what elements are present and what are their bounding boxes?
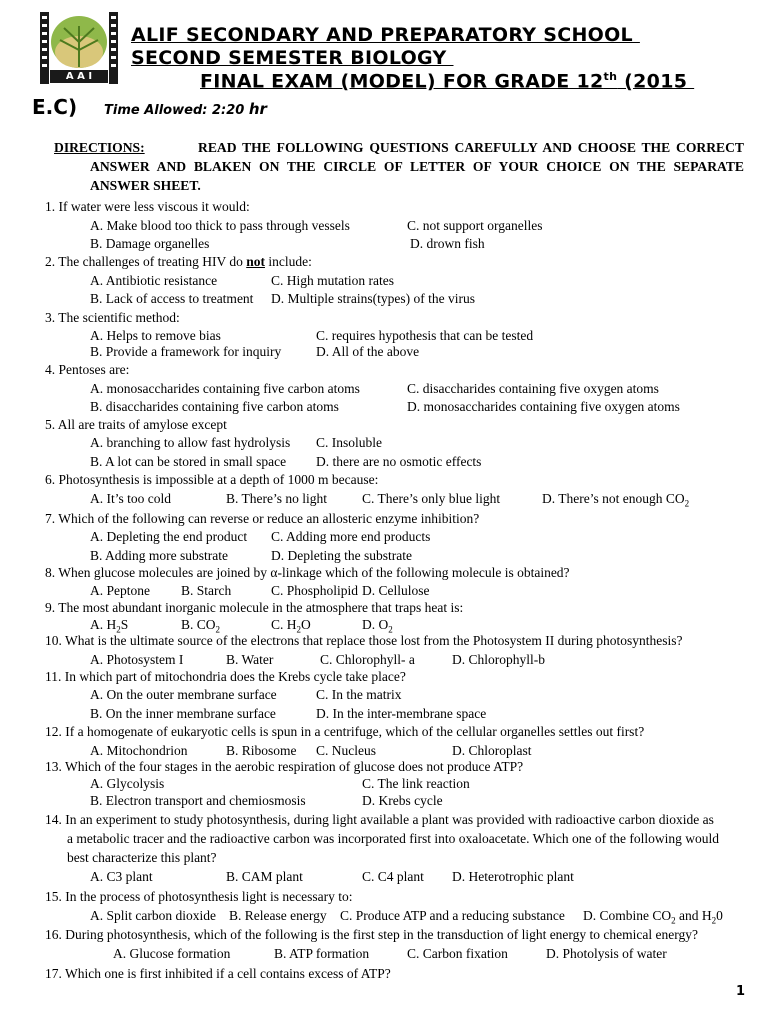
question-8: 8. When glucose molecules are joined by α-linkage which of the following molecule is obtained?	[45, 565, 570, 580]
q4-option-c: C. disaccharides containing five oxygen atoms	[407, 381, 659, 396]
q14-option-a: A. C3 plant	[90, 869, 153, 884]
q15-option-b: B. Release energy	[229, 908, 327, 923]
q5-option-b: B. A lot can be stored in small space	[90, 454, 287, 469]
q14-option-d: D. Heterotrophic plant	[452, 869, 574, 884]
q1-option-d: D. drown fish	[410, 236, 485, 251]
question-17: 17. Which one is first inhibited if a cell contains excess of ATP?	[45, 966, 391, 981]
question-1: 1. If water were less viscous it would:	[45, 199, 250, 214]
q4-option-b: B. disaccharides containing five carbon atoms	[90, 399, 339, 414]
q8-option-a: A. Peptone	[90, 583, 150, 598]
q3-option-d: D. All of the above	[316, 344, 420, 359]
page-number: 1	[736, 984, 746, 999]
question-15: 15. In the process of photosynthesis light is necessary to:	[45, 889, 353, 904]
q9-option-d: D. $O_2$	[362, 617, 393, 635]
logo-text: A A I	[65, 71, 93, 82]
q6-option-d: D. There’s not enough $CO_2$	[542, 491, 690, 509]
q16-option-c: C. Carbon fixation	[407, 946, 508, 961]
q6-option-c: C. There’s only blue light	[362, 491, 501, 506]
q12-option-c: C. Nucleus	[316, 743, 376, 758]
q8-option-b: B. Starch	[181, 583, 232, 598]
q4-option-d: D. monosaccharides containing five oxygen atoms	[407, 399, 680, 414]
q12-option-d: D. Chloroplast	[452, 743, 532, 758]
q10-option-d: D. Chlorophyll-b	[452, 652, 545, 667]
q15-option-c: C. Produce ATP and a reducing substance	[340, 908, 565, 923]
question-10: 10. What is the ultimate source of the electrons that replace those lost from the Photosystem II during photosynthesis?	[45, 633, 683, 648]
q10-option-b: B. Water	[226, 652, 274, 667]
q2-option-c: C. High mutation rates	[271, 273, 394, 288]
exam-year-end: E.C)	[32, 95, 78, 119]
question-4: 4. Pentoses are:	[45, 362, 130, 377]
q13-option-c: C. The link reaction	[362, 776, 470, 791]
q14-option-b: B. CAM plant	[226, 869, 303, 884]
q7-option-a: A. Depleting the end product	[90, 529, 248, 544]
question-5: 5. All are traits of amylose except	[45, 417, 227, 432]
q11-option-b: B. On the inner membrane surface	[90, 706, 276, 721]
q16-option-b: B. ATP formation	[274, 946, 370, 961]
q7-option-d: D. Depleting the substrate	[271, 548, 412, 563]
q7-option-b: B. Adding more substrate	[90, 548, 228, 563]
q3-option-c: C. requires hypothesis that can be tested	[316, 328, 534, 343]
q9-option-b: B. $CO_2$	[181, 617, 221, 635]
q4-option-a: A. monosaccharides containing five carbon atoms	[90, 381, 360, 396]
school-name: ALIF SECONDARY AND PREPARATORY SCHOOL	[131, 24, 640, 46]
q15-option-d: D. Combine $CO_2$ and $H_20$	[583, 908, 723, 926]
q14-option-c: C. C4 plant	[362, 869, 424, 884]
q8-option-d: D. Cellulose	[362, 583, 430, 598]
exam-subject: SECOND SEMESTER BIOLOGY	[131, 47, 454, 69]
q13-option-d: D. Krebs cycle	[362, 793, 443, 808]
q2-option-d: D. Multiple strains(types) of the virus	[271, 291, 475, 306]
q10-option-a: A. Photosystem I	[90, 652, 184, 667]
q5-option-c: C. Insoluble	[316, 435, 382, 450]
q10-option-c: C. Chlorophyll- a	[320, 652, 415, 667]
q12-option-a: A. Mitochondrion	[90, 743, 188, 758]
q11-option-d: D. In the inter-membrane space	[316, 706, 487, 721]
directions-text: READ THE FOLLOWING QUESTIONS CAREFULLY AND CHOOSE THE CORRECT ANSWER AND BLAKEN ON THE CIRCLE OF LETTER OF YOUR CHOICE ON THE SEPARATE ANSWER SHEET.	[90, 140, 744, 193]
q11-option-a: A. On the outer membrane surface	[90, 687, 277, 702]
q16-option-d: D. Photolysis of water	[546, 946, 667, 961]
question-14-line-2: a metabolic tracer and the radioactive carbon was incorporated first into oxaloacetate. Which one of the following would	[67, 831, 720, 846]
q5-option-a: A. branching to allow fast hydrolysis	[90, 435, 291, 450]
q12-option-b: B. Ribosome	[226, 743, 297, 758]
q6-option-a: A. It’s too cold	[90, 491, 171, 506]
q16-option-a: A. Glucose formation	[113, 946, 231, 961]
question-9: 9. The most abundant inorganic molecule in the atmosphere that traps heat is:	[45, 600, 464, 615]
q1-option-c: C. not support organelles	[407, 218, 543, 233]
time-allowed: Time Allowed: 2:20 hr	[104, 100, 267, 118]
question-3: 3. The scientific method:	[45, 310, 180, 325]
q3-option-b: B. Provide a framework for inquiry	[90, 344, 282, 359]
q9-option-a: A. $H_2S$	[90, 617, 129, 635]
q1-option-b: B. Damage organelles	[90, 236, 210, 251]
q2-option-b: B. Lack of access to treatment	[90, 291, 254, 306]
q5-option-d: D. there are no osmotic effects	[316, 454, 482, 469]
question-16: 16. During photosynthesis, which of the following is the first step in the transduction of light energy to chemical energy?	[45, 927, 699, 942]
question-14-line-3: best characterize this plant?	[67, 850, 217, 865]
question-6: 6. Photosynthesis is impossible at a depth of 1000 m because:	[45, 472, 379, 487]
q2-option-a: A. Antibiotic resistance	[90, 273, 218, 288]
exam-title: FINAL EXAM (MODEL) FOR GRADE 12th (2015	[200, 70, 695, 93]
q11-option-c: C. In the matrix	[316, 687, 402, 702]
directions-label: DIRECTIONS:	[54, 140, 145, 155]
q13-option-b: B. Electron transport and chemiosmosis	[90, 793, 306, 808]
q15-option-a: A. Split carbon dioxide	[90, 908, 216, 923]
directions	[54, 138, 744, 195]
school-logo	[40, 12, 118, 84]
q7-option-c: C. Adding more end products	[271, 529, 431, 544]
q13-option-a: A. Glycolysis	[90, 776, 165, 791]
question-13: 13. Which of the four stages in the aerobic respiration of glucose does not produce ATP?	[45, 759, 524, 774]
q6-option-b: B. There’s no light	[226, 491, 327, 506]
question-14-line-1: 14. In an experiment to study photosynthesis, during light available a plant was provided with radioactive carbon dioxide as	[45, 812, 714, 827]
q9-option-c: C. $H_2O$	[271, 617, 311, 635]
q3-option-a: A. Helps to remove bias	[90, 328, 221, 343]
q1-option-a: A. Make blood too thick to pass through vessels	[90, 218, 350, 233]
question-12: 12. If a homogenate of eukaryotic cells is spun in a centrifuge, which of the cellular organelles settles out first?	[45, 724, 645, 739]
q8-option-c: C. Phospholipid	[271, 583, 359, 598]
question-7: 7. Which of the following can reverse or reduce an allosteric enzyme inhibition?	[45, 511, 480, 526]
question-2: 2. The challenges of treating HIV do not include:	[45, 254, 312, 269]
question-11: 11. In which part of mitochondria does the Krebs cycle take place?	[45, 669, 406, 684]
